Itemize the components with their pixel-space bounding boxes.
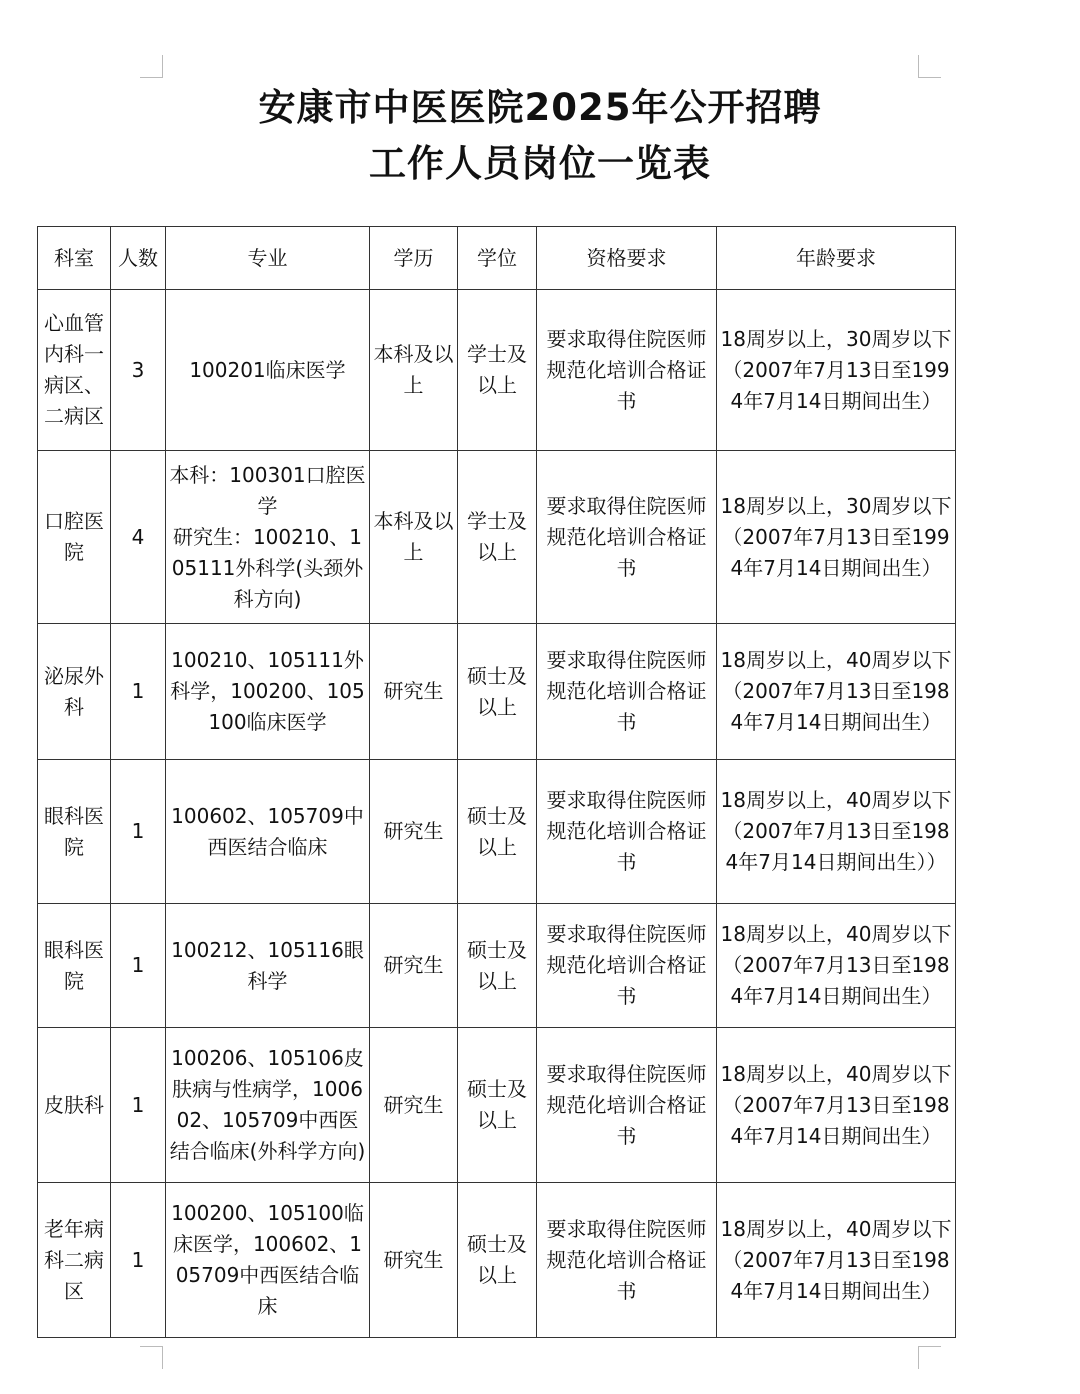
cell-major: 100200、105100临床医学，100602、105709中西医结合临床 [166,1183,370,1338]
page-title-line-2: 工作人员岗位一览表 [369,142,711,185]
cell-age: 18周岁以上，40周岁以下（2007年7月13日至1984年7月14日期间出生） [717,1183,956,1338]
table-row [38,904,956,1028]
cell-age: 18周岁以上，40周岁以下（2007年7月13日至1984年7月14日期间出生） [717,904,956,1028]
table-row [38,1028,956,1183]
cell-qualification: 要求取得住院医师规范化培训合格证书 [537,904,717,1028]
table-row [38,451,956,624]
cell-qualification: 要求取得住院医师规范化培训合格证书 [537,451,717,624]
cell-education: 研究生 [370,1028,458,1183]
table-row [38,290,956,451]
cell-education: 研究生 [370,904,458,1028]
header-qualification: 资格要求 [537,227,717,290]
cell-count: 1 [111,1028,166,1183]
cell-education: 研究生 [370,624,458,760]
cell-count: 4 [111,451,166,624]
page-corner-mark-top-left [140,55,163,78]
cell-age: 18周岁以上，40周岁以下（2007年7月13日至1984年7月14日期间出生）） [717,760,956,904]
cell-age: 18周岁以上，40周岁以下（2007年7月13日至1984年7月14日期间出生） [717,1028,956,1183]
cell-degree: 硕士及以上 [458,624,537,760]
cell-education: 本科及以上 [370,290,458,451]
cell-dept: 老年病科二病区 [38,1183,111,1338]
header-education: 学历 [370,227,458,290]
header-degree: 学位 [458,227,537,290]
cell-major: 100206、105106皮肤病与性病学，100602、105709中西医结合临床(外科学方向) [166,1028,370,1183]
cell-dept: 泌尿外科 [38,624,111,760]
cell-major: 100602、105709中西医结合临床 [166,760,370,904]
header-major: 专业 [166,227,370,290]
cell-count: 1 [111,904,166,1028]
page-corner-mark-bottom-right [918,1346,941,1369]
cell-degree: 学士及以上 [458,290,537,451]
cell-degree: 学士及以上 [458,451,537,624]
cell-count: 1 [111,760,166,904]
page-corner-mark-bottom-left [140,1346,163,1369]
header-dept: 科室 [38,227,111,290]
cell-education: 研究生 [370,760,458,904]
table-row [38,624,956,760]
cell-count: 3 [111,290,166,451]
cell-dept: 口腔医院 [38,451,111,624]
cell-major: 100212、105116眼科学 [166,904,370,1028]
cell-degree: 硕士及以上 [458,760,537,904]
cell-degree: 硕士及以上 [458,904,537,1028]
page-title-line-1: 安康市中医医院2025年公开招聘 [258,86,822,129]
cell-qualification: 要求取得住院医师规范化培训合格证书 [537,290,717,451]
header-count: 人数 [111,227,166,290]
table-row [38,1183,956,1338]
cell-degree: 硕士及以上 [458,1183,537,1338]
cell-education: 本科及以上 [370,451,458,624]
cell-dept: 心血管内科一病区、二病区 [38,290,111,451]
cell-major: 本科：100301口腔医学 研究生：100210、105111外科学(头颈外科方向) [166,451,370,624]
cell-major: 100210、105111外科学，100200、105100临床医学 [166,624,370,760]
positions-table [37,226,956,1338]
cell-education: 研究生 [370,1183,458,1338]
header-age: 年龄要求 [717,227,956,290]
cell-count: 1 [111,1183,166,1338]
cell-age: 18周岁以上，30周岁以下（2007年7月13日至1994年7月14日期间出生） [717,290,956,451]
cell-qualification: 要求取得住院医师规范化培训合格证书 [537,1183,717,1338]
cell-major: 100201临床医学 [166,290,370,451]
cell-age: 18周岁以上，30周岁以下（2007年7月13日至1994年7月14日期间出生） [717,451,956,624]
cell-qualification: 要求取得住院医师规范化培训合格证书 [537,1028,717,1183]
cell-qualification: 要求取得住院医师规范化培训合格证书 [537,624,717,760]
table-header-row [38,227,956,290]
cell-age: 18周岁以上，40周岁以下（2007年7月13日至1984年7月14日期间出生） [717,624,956,760]
cell-qualification: 要求取得住院医师规范化培训合格证书 [537,760,717,904]
cell-dept: 眼科医院 [38,904,111,1028]
cell-dept: 皮肤科 [38,1028,111,1183]
page-corner-mark-top-right [918,55,941,78]
cell-dept: 眼科医院 [38,760,111,904]
cell-degree: 硕士及以上 [458,1028,537,1183]
cell-count: 1 [111,624,166,760]
table-row [38,760,956,904]
